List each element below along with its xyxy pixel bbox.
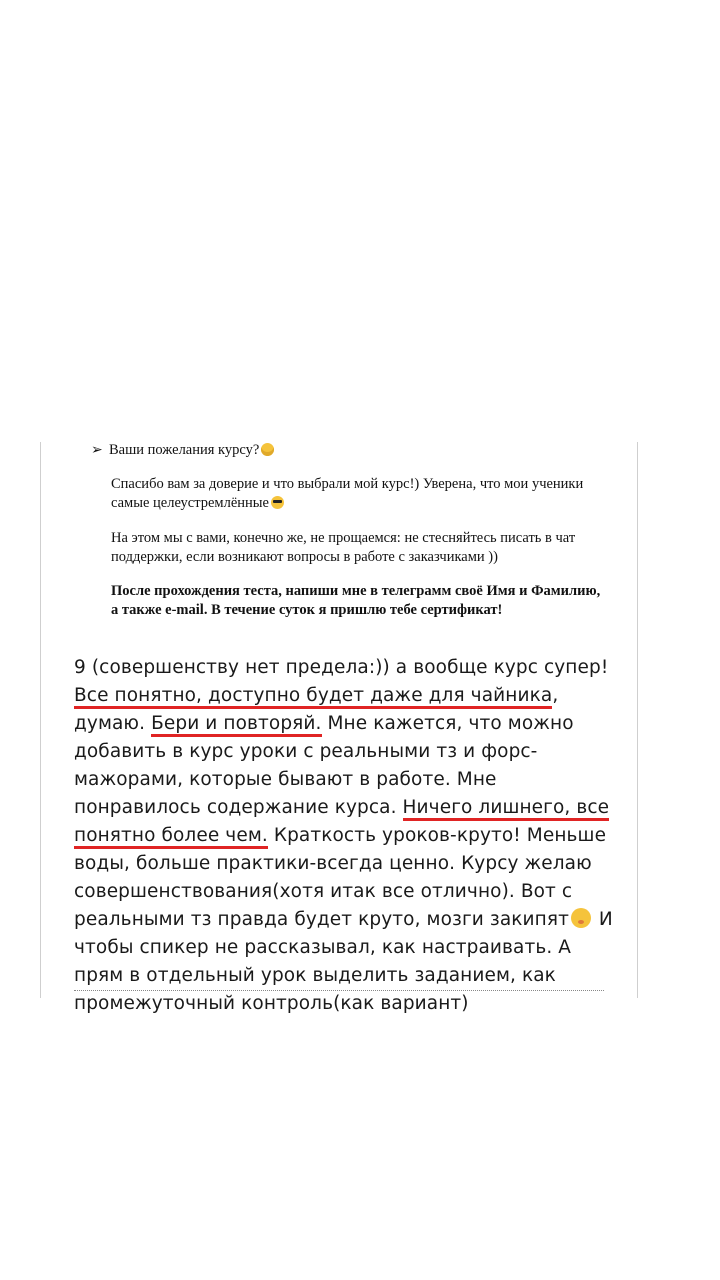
question-line (91, 442, 274, 459)
review-lead: 9 (совершенству нет предела:)) а вообще курс супер! (74, 657, 609, 678)
grin-emoji-icon (261, 443, 274, 456)
blushing-emoji-icon (571, 908, 591, 928)
support-paragraph: На этом мы с вами, конечно же, не прощаемся: не стесняйтесь писать в чат поддержки, если возникают вопросы в работе с заказчиками )) (111, 530, 576, 565)
review-text (74, 654, 614, 1018)
thanks-paragraph (111, 475, 611, 513)
document-screenshot (40, 442, 638, 1014)
review-after-3: Краткость уроков-круто! Меньше воды, больше практики-всегда ценно. Курсу желаю совершенствования(хотя итак все отлично). Вот с реальными тз правда будет круто, мозги закипят (74, 825, 607, 930)
review-after-2: Мне кажется, что можно добавить в курс уроки с реальными тз и форс-мажорами, которые бывают в работе. Мне понравилось содержание курса. (74, 713, 574, 818)
arrow-bullet-icon: ➢ (91, 443, 103, 458)
underlined-phrase-1: Все понятно, доступно будет даже для чайника (74, 685, 552, 709)
dotted-divider (74, 990, 604, 991)
sunglasses-emoji-icon (271, 496, 284, 509)
underlined-phrase-3: Ничего лишнего, все понятно более чем. (74, 797, 609, 849)
underlined-phrase-2: Бери и повторяй. (151, 713, 321, 737)
certificate-paragraph: После прохождения теста, напиши мне в телеграмм своё Имя и Фамилию, а также e-mail. В течение суток я пришлю тебе сертификат! (111, 583, 601, 618)
review-after-emoji: И чтобы спикер не рассказывал, как настраивать. А прям в отдельный урок выделить заданием, как промежуточный контроль(как вариант) (74, 909, 613, 1014)
question-text: Ваши пожелания курсу? (109, 442, 260, 458)
thanks-text: Спасибо вам за доверие и что выбрали мой курс!) Уверена, что мои ученики самые целеустремлённые (111, 476, 584, 511)
review-after-1: , думаю. (74, 685, 559, 734)
